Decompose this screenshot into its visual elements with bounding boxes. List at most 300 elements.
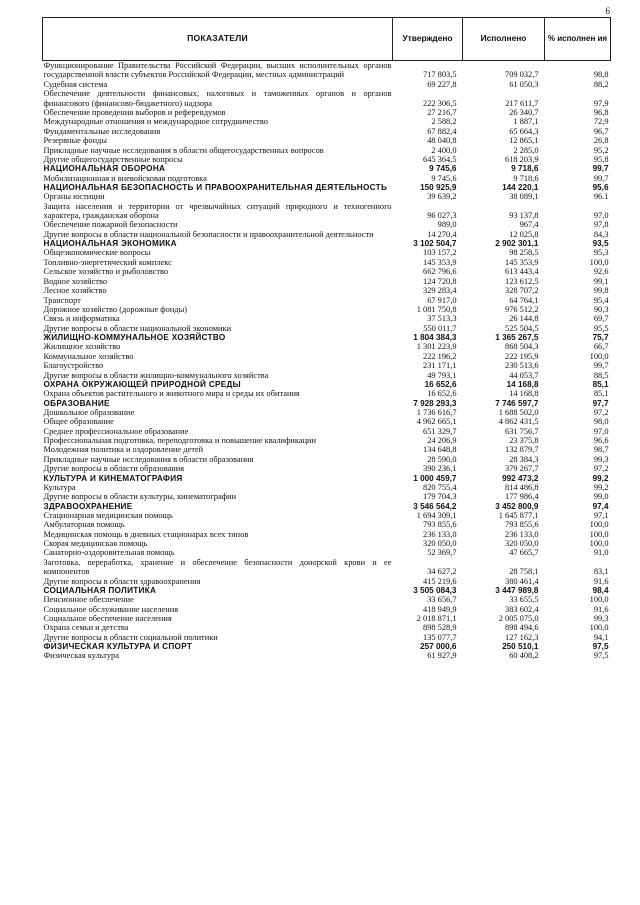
row-name: Функционирование Правительства Российской Федерации, высших исполнительных органов государственной власти субъектов Российской Федерации, местных администраций: [43, 61, 392, 80]
row-approved: 134 648,8: [423, 445, 457, 455]
row-approved: 67 917,0: [427, 295, 457, 305]
row-name: Скорая медицинская помощь: [43, 538, 148, 548]
row-percent: 97,7: [592, 398, 609, 408]
table-row: [43, 511, 611, 520]
table-row: [43, 352, 611, 361]
row-executed: 12 865,1: [509, 136, 539, 146]
budget-table: [42, 17, 611, 661]
row-name: Общее образование: [43, 417, 114, 427]
section-row: [43, 183, 611, 192]
row-executed: 868 504,3: [505, 342, 539, 352]
row-percent: 83,1: [593, 567, 609, 577]
row-approved: 989,0: [437, 220, 457, 230]
section-row: [43, 333, 611, 342]
row-approved: 1 736 616,7: [416, 407, 457, 417]
row-approved: 61 927,9: [427, 651, 457, 661]
row-percent: 97,5: [592, 642, 609, 652]
row-name: Культура: [43, 482, 76, 492]
row-executed: 613 443,4: [505, 267, 539, 277]
row-percent: 99,3: [593, 614, 609, 623]
row-name: Заготовка, переработка, хранение и обеспечение безопасности донорской крови и ее компонентов: [43, 557, 392, 577]
row-percent: 99,0: [593, 492, 609, 502]
row-name: Другие вопросы в области социальной политики: [43, 632, 218, 642]
table-row: [43, 417, 611, 426]
row-approved: 651 329,7: [423, 426, 457, 436]
table-row: [43, 89, 611, 108]
row-percent: 97,4: [592, 501, 609, 511]
table-row: [43, 455, 611, 464]
row-percent: 97,0: [593, 211, 609, 221]
row-name: Другие общегосударственные вопросы: [43, 155, 183, 165]
row-executed: 379 267,7: [505, 464, 539, 474]
row-approved: 2 018 871,1: [416, 614, 457, 623]
row-name: Охрана объектов растительного и животного мира и среды их обитания: [43, 389, 300, 399]
row-executed: 93 137,8: [509, 211, 539, 221]
row-executed: 145 353,9: [505, 257, 539, 267]
row-approved: 231 171,1: [423, 361, 457, 371]
row-executed: 7 746 597,7: [495, 398, 539, 408]
row-percent: 97,8: [593, 220, 609, 230]
row-name: Благоустройство: [43, 361, 104, 371]
row-percent: 94,1: [593, 632, 609, 642]
row-approved: 415 219,6: [423, 576, 457, 586]
row-approved: 222 196,2: [423, 351, 457, 361]
header-indicator: ПОКАЗАТЕЛИ: [43, 18, 393, 61]
row-executed: 4 862 431,5: [498, 417, 539, 427]
row-name: Молодежная политика и оздоровление детей: [43, 445, 204, 455]
section-row: [43, 399, 611, 408]
row-approved: 37 513,3: [427, 314, 457, 324]
row-name: Санаторно-оздоровительная помощь: [43, 548, 175, 558]
row-approved: 67 882,4: [427, 126, 457, 136]
row-percent: 100,0: [589, 257, 609, 267]
row-name: Дорожное хозяйство (дорожные фонды): [43, 304, 188, 314]
table-row: [43, 220, 611, 229]
row-name: Другие вопросы в области национальной экономики: [43, 323, 232, 333]
row-approved: 39 639,2: [427, 192, 457, 202]
row-executed: 38 089,1: [509, 192, 539, 202]
row-executed: 132 879,7: [505, 445, 539, 455]
row-approved: 9 745,6: [429, 164, 457, 174]
row-name: Международные отношения и международное сотрудничество: [43, 117, 268, 127]
row-approved: 24 206,9: [427, 435, 457, 445]
row-name: ОБРАЗОВАНИЕ: [43, 398, 110, 408]
row-percent: 95,2: [593, 145, 609, 155]
row-name: ЗДРАВООХРАНЕНИЕ: [43, 501, 133, 511]
row-name: Профессиональная подготовка, переподготовка и повышение квалификации: [43, 435, 317, 445]
row-approved: 9 745,6: [431, 173, 457, 183]
table-row: [43, 324, 611, 333]
row-approved: 150 925,9: [420, 183, 457, 193]
table-row: [43, 361, 611, 370]
table-row: [43, 146, 611, 155]
row-approved: 1 694 309,1: [416, 510, 457, 520]
row-approved: 4 962 665,1: [416, 417, 457, 427]
table-row: [43, 651, 611, 660]
row-percent: 72,9: [593, 117, 609, 127]
row-executed: 65 664,3: [509, 126, 539, 136]
row-name: Другие вопросы в области образования: [43, 464, 185, 474]
table-row: [43, 614, 611, 623]
row-name: Защита населения и территории от чрезвычайных ситуаций природного и техногенного характера, гражданская оборона: [43, 201, 392, 221]
table-row: [43, 464, 611, 473]
row-name: Фундаментальные исследования: [43, 126, 161, 136]
table-row: [43, 558, 611, 577]
row-approved: 1 301 223,9: [416, 342, 457, 352]
row-approved: 3 505 084,3: [413, 586, 457, 595]
row-percent: 97,2: [593, 464, 609, 474]
row-executed: 3 452 800,9: [495, 501, 539, 511]
row-name: Связь и информатика: [43, 314, 120, 324]
section-row: [43, 586, 611, 595]
row-executed: 14 168,8: [509, 389, 539, 399]
row-executed: 976 512,2: [505, 304, 539, 314]
row-executed: 14 168,8: [506, 379, 539, 389]
table-row: [43, 277, 611, 286]
table-row: [43, 267, 611, 276]
row-executed: 222 195,9: [505, 351, 539, 361]
row-approved: 49 793,1: [427, 370, 457, 380]
header-percent: % исполнен ия: [545, 18, 611, 61]
row-percent: 84,3: [593, 229, 609, 239]
row-percent: 97,9: [593, 98, 609, 108]
row-percent: 85,1: [592, 379, 609, 389]
row-executed: 814 486,8: [505, 482, 539, 492]
table-row: [43, 595, 611, 604]
table-row: [43, 408, 611, 417]
row-executed: 123 612,5: [505, 276, 539, 286]
row-approved: 550 011,7: [423, 323, 457, 333]
row-executed: 793 855,6: [505, 520, 539, 530]
table-row: [43, 258, 611, 267]
table-row: [43, 539, 611, 548]
row-executed: 60 408,2: [509, 651, 539, 661]
table-row: [43, 117, 611, 126]
row-percent: 95,6: [592, 183, 609, 193]
row-executed: 61 050,3: [509, 79, 539, 89]
row-executed: 967,4: [519, 220, 539, 230]
row-approved: 27 216,7: [427, 108, 457, 118]
row-percent: 90,3: [593, 304, 609, 314]
row-percent: 66,7: [593, 342, 609, 352]
table-row: [43, 230, 611, 239]
row-executed: 28 384,3: [509, 454, 539, 464]
row-percent: 85,1: [593, 389, 609, 399]
row-percent: 98,0: [593, 417, 609, 427]
page-number: 6: [605, 6, 610, 16]
row-approved: 16 652,6: [424, 379, 457, 389]
table-row: [43, 577, 611, 586]
row-percent: 95,4: [593, 295, 609, 305]
row-name: Среднее профессиональное образование: [43, 426, 189, 436]
row-percent: 93,5: [592, 239, 609, 249]
row-percent: 99,3: [593, 454, 609, 464]
row-percent: 99,2: [592, 473, 609, 483]
row-executed: 709 032,7: [505, 70, 539, 80]
row-approved: 898 528,9: [423, 623, 457, 633]
row-approved: 645 364,5: [423, 155, 457, 165]
row-percent: 99,8: [593, 286, 609, 296]
row-approved: 793 855,6: [423, 520, 457, 530]
row-name: Другие вопросы в области жилищно-коммунального хозяйства: [43, 370, 269, 380]
row-executed: 618 203,9: [505, 155, 539, 165]
row-name: Другие вопросы в области культуры, кинематографии: [43, 492, 237, 502]
row-name: Другие вопросы в области здравоохранения: [43, 576, 201, 586]
row-executed: 230 513,6: [505, 361, 539, 371]
row-approved: 418 949,9: [423, 604, 457, 614]
table-row: [43, 548, 611, 557]
table-row: [43, 305, 611, 314]
table-row: [43, 314, 611, 323]
row-percent: 96,6: [593, 435, 609, 445]
row-percent: 26,8: [593, 136, 609, 146]
row-approved: 52 369,7: [427, 548, 457, 558]
row-name: Органы юстиции: [43, 192, 105, 202]
row-approved: 16 652,6: [427, 389, 457, 399]
row-executed: 23 375,8: [509, 435, 539, 445]
row-executed: 2 902 301,1: [495, 239, 539, 249]
row-approved: 145 353,9: [423, 257, 457, 267]
row-approved: 329 283,4: [423, 286, 457, 296]
row-percent: 88,2: [593, 79, 609, 89]
row-approved: 103 157,2: [423, 248, 457, 258]
row-approved: 1 000 459,7: [413, 473, 457, 483]
row-executed: 2 005 075,0: [498, 614, 539, 623]
row-approved: 717 803,5: [423, 70, 457, 80]
row-approved: 179 704,3: [423, 492, 457, 502]
row-executed: 3 447 989,8: [495, 586, 539, 595]
table-row: [43, 483, 611, 492]
row-executed: 525 504,5: [505, 323, 539, 333]
row-percent: 97,2: [593, 407, 609, 417]
row-name: КУЛЬТУРА И КИНЕМАТОГРАФИЯ: [43, 473, 183, 483]
row-percent: 91,6: [593, 576, 609, 586]
table-row: [43, 248, 611, 257]
row-executed: 1 887,1: [513, 117, 539, 127]
row-name: ОХРАНА ОКРУЖАЮЩЕЙ ПРИРОДНОЙ СРЕДЫ: [43, 379, 242, 389]
row-name: Медицинская помощь в дневных стационарах всех типов: [43, 529, 249, 539]
table-row: [43, 492, 611, 501]
table-row: [43, 136, 611, 145]
row-executed: 26 340,7: [509, 108, 539, 118]
row-executed: 380 461,4: [505, 576, 539, 586]
table-row: [43, 127, 611, 136]
row-executed: 26 144,8: [509, 314, 539, 324]
row-approved: 820 755,4: [423, 482, 457, 492]
table-row: [43, 80, 611, 89]
table-row: [43, 445, 611, 454]
row-percent: 95,8: [593, 155, 609, 165]
row-percent: 100,0: [589, 529, 609, 539]
row-executed: 1 365 267,5: [495, 333, 539, 343]
row-approved: 222 306,5: [423, 98, 457, 108]
row-percent: 69,7: [593, 314, 609, 324]
header-approved: Утверждено: [393, 18, 463, 61]
row-approved: 96 027,3: [427, 211, 457, 221]
header-executed: Исполнено: [463, 18, 545, 61]
row-percent: 100,0: [589, 351, 609, 361]
row-name: Социальное обеспечение населения: [43, 614, 172, 623]
row-approved: 3 102 504,7: [413, 239, 457, 249]
row-percent: 98,7: [593, 445, 609, 455]
table-row: [43, 296, 611, 305]
row-name: Дошкольное образование: [43, 407, 135, 417]
row-approved: 124 720,8: [423, 276, 457, 286]
row-percent: 97,0: [593, 426, 609, 436]
row-percent: 100,0: [589, 538, 609, 548]
row-name: НАЦИОНАЛЬНАЯ БЕЗОПАСНОСТЬ И ПРАВООХРАНИТЕЛЬНАЯ ДЕЯТЕЛЬНОСТЬ: [43, 183, 388, 193]
row-name: ФИЗИЧЕСКАЯ КУЛЬТУРА И СПОРТ: [43, 642, 193, 652]
table-row: [43, 436, 611, 445]
row-name: Водное хозяйство: [43, 276, 108, 286]
row-approved: 1 081 750,8: [416, 304, 457, 314]
row-percent: 95,3: [593, 248, 609, 258]
table-row: [43, 530, 611, 539]
row-approved: 135 077,7: [423, 632, 457, 642]
row-percent: 99,7: [593, 361, 609, 371]
row-percent: 97,5: [593, 651, 609, 661]
row-executed: 98 258,5: [509, 248, 539, 258]
row-name: Судебная система: [43, 79, 108, 89]
row-approved: 3 546 564,2: [413, 501, 457, 511]
row-executed: 992 473,2: [502, 473, 539, 483]
row-name: ЖИЛИЩНО-КОММУНАЛЬНОЕ ХОЗЯЙСТВО: [43, 333, 226, 343]
row-name: Другие вопросы в области национальной безопасности и правоохранительной деятельности: [43, 229, 374, 239]
table-row: [43, 371, 611, 380]
table-row: [43, 155, 611, 164]
section-row: [43, 474, 611, 483]
row-percent: 100,0: [589, 595, 609, 605]
table-row: [43, 174, 611, 183]
row-executed: 631 756,7: [505, 426, 539, 436]
table-row: [43, 192, 611, 201]
row-approved: 34 627,2: [427, 567, 457, 577]
row-executed: 320 050,0: [505, 538, 539, 548]
row-name: Обеспечение пожарной безопасности: [43, 220, 178, 230]
row-name: Транспорт: [43, 295, 81, 305]
section-row: [43, 380, 611, 389]
row-percent: 88,5: [593, 370, 609, 380]
table-header: [43, 18, 611, 61]
row-name: Резервные фонды: [43, 136, 107, 146]
row-name: Физическая культура: [43, 651, 119, 661]
row-approved: 33 656,7: [427, 595, 457, 605]
row-name: Прикладные научные исследования в области общегосударственных вопросов: [43, 145, 324, 155]
row-percent: 98,4: [592, 586, 609, 595]
table-row: [43, 633, 611, 642]
row-percent: 99,1: [593, 276, 609, 286]
row-name: НАЦИОНАЛЬНАЯ ЭКОНОМИКА: [43, 239, 177, 249]
row-percent: 96,8: [593, 108, 609, 118]
row-executed: 383 602,4: [505, 604, 539, 614]
row-executed: 127 162,3: [505, 632, 539, 642]
row-name: Лесное хозяйство: [43, 286, 107, 296]
table-body: [43, 61, 611, 661]
row-executed: 44 053,7: [509, 370, 539, 380]
table-row: [43, 108, 611, 117]
section-row: [43, 502, 611, 511]
row-approved: 662 796,6: [423, 267, 457, 277]
row-percent: 91,6: [593, 604, 609, 614]
table-row: [43, 61, 611, 80]
row-percent: 96.1: [593, 192, 609, 202]
row-executed: 328 707,2: [505, 286, 539, 296]
row-percent: 92,6: [593, 267, 609, 277]
row-approved: 320 050,0: [423, 538, 457, 548]
row-name: Стационарная медицинская помощь: [43, 510, 173, 520]
row-name: Прикладные научные исследования в области образования: [43, 454, 254, 464]
row-name: Обеспечение проведения выборов и референдумов: [43, 108, 226, 118]
row-percent: 99,7: [593, 173, 609, 183]
row-percent: 100,0: [589, 520, 609, 530]
row-name: Коммунальное хозяйство: [43, 351, 134, 361]
row-name: Обеспечение деятельности финансовых, налоговых и таможенных органов и органов финансового (финансово-бюджетного) надзора: [43, 89, 392, 108]
row-executed: 177 986,4: [505, 492, 539, 502]
row-executed: 28 758,1: [509, 567, 539, 577]
row-executed: 9 718,6: [513, 173, 539, 183]
table-row: [43, 427, 611, 436]
section-row: [43, 164, 611, 173]
row-approved: 7 928 293,3: [413, 398, 457, 408]
row-name: Мобилизационная и вневойсковая подготовка: [43, 173, 207, 183]
row-executed: 1 645 877,1: [498, 510, 539, 520]
row-approved: 1 804 384,3: [413, 333, 457, 343]
row-executed: 33 655,5: [509, 595, 539, 605]
table-row: [43, 389, 611, 398]
row-executed: 144 220,1: [502, 183, 539, 193]
row-approved: 14 270,4: [427, 229, 457, 239]
row-approved: 2 400,0: [431, 145, 457, 155]
row-percent: 75,7: [592, 333, 609, 343]
row-executed: 236 133,0: [505, 529, 539, 539]
row-percent: 99,7: [592, 164, 609, 174]
section-row: [43, 642, 611, 651]
row-percent: 91,0: [593, 548, 609, 558]
row-name: Охрана семьи и детства: [43, 623, 129, 633]
row-name: Сельское хозяйство и рыболовство: [43, 267, 169, 277]
table-row: [43, 623, 611, 632]
row-approved: 390 236,1: [423, 464, 457, 474]
row-name: Общеэкономические вопросы: [43, 248, 151, 258]
row-executed: 898 494,6: [505, 623, 539, 633]
row-percent: 97,1: [593, 510, 609, 520]
row-executed: 250 510,1: [502, 642, 539, 652]
row-percent: 95,5: [593, 323, 609, 333]
table-row: [43, 286, 611, 295]
row-name: СОЦИАЛЬНАЯ ПОЛИТИКА: [43, 586, 157, 595]
row-name: Социальное обслуживание населения: [43, 604, 179, 614]
row-executed: 12 025,8: [509, 229, 539, 239]
row-name: Амбулаторная помощь: [43, 520, 125, 530]
row-executed: 1 688 502,0: [498, 407, 539, 417]
row-approved: 236 133,0: [423, 529, 457, 539]
row-executed: 2 285,0: [513, 145, 539, 155]
row-executed: 9 718,6: [511, 164, 539, 174]
row-approved: 257 000,6: [420, 642, 457, 652]
row-executed: 64 764,1: [509, 295, 539, 305]
row-approved: 48 040,8: [427, 136, 457, 146]
section-row: [43, 239, 611, 248]
row-percent: 100,0: [589, 623, 609, 633]
row-executed: 217 611,7: [505, 98, 539, 108]
row-approved: 2 588,2: [431, 117, 457, 127]
row-name: Топливно-энергетический комплекс: [43, 257, 172, 267]
row-name: Пенсионное обеспечение: [43, 595, 134, 605]
row-percent: 96,7: [593, 126, 609, 136]
row-approved: 69 227,8: [427, 79, 457, 89]
row-percent: 99,2: [593, 482, 609, 492]
row-approved: 28 590,0: [427, 454, 457, 464]
